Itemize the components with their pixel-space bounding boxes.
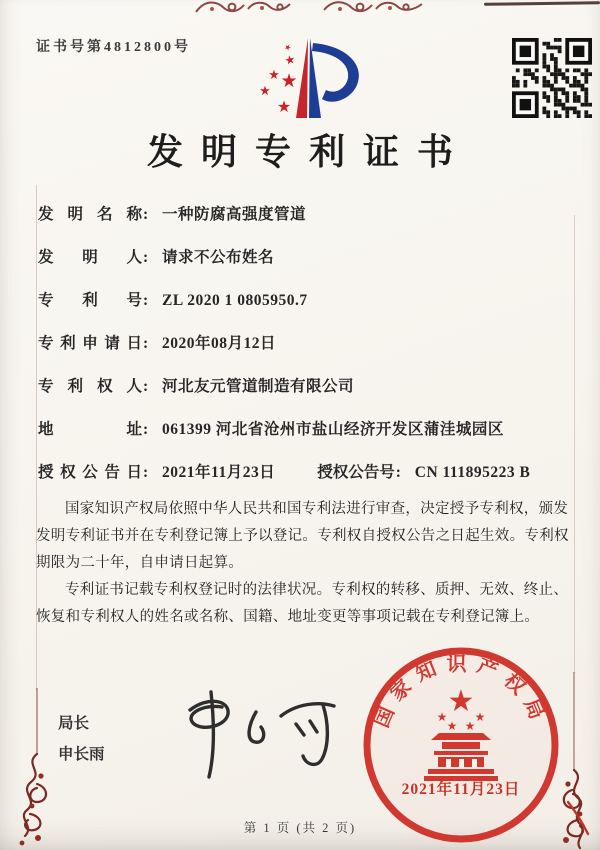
svg-text:★: ★ <box>280 70 298 92</box>
field-value: ZL 2020 1 0805950.7 <box>162 292 308 309</box>
legal-paragraph-2: 专利证书记载专利权登记时的法律状况。专利权的转移、质押、无效、终止、恢复和专利权人的姓名或名称、国籍、地址变更等事项记载在专利登记簿上。 <box>36 582 569 625</box>
svg-text:★: ★ <box>282 41 294 54</box>
field-row-patentee: 专利权人: 河北友元管道制造有限公司 <box>38 375 572 398</box>
field-label: 专利权人 <box>38 378 142 395</box>
left-border-line <box>36 185 37 690</box>
field-value: 一种防腐高强度管道 <box>162 206 307 223</box>
cnipa-logo-icon <box>238 34 370 124</box>
grant-number-pair: 授权公告号: CN 111895223 B <box>317 464 531 481</box>
field-label: 专利申请日 <box>38 335 142 352</box>
field-row-filing-date: 专利申请日: 2020年08月12日 <box>38 332 572 355</box>
svg-text:★: ★ <box>276 97 292 116</box>
grant-date-pair: 授权公告日: 2021年11月23日 <box>38 461 275 484</box>
certificate-fields <box>38 203 572 504</box>
field-row-invention-name: 发明名称: 一种防腐高强度管道 <box>38 203 572 226</box>
signatory-name: 申长雨 <box>58 746 105 763</box>
field-value: CN 111895223 B <box>414 464 531 481</box>
certificate-title: 发明专利证书 <box>146 132 471 172</box>
svg-text:★: ★ <box>446 719 458 733</box>
certificate-number: 证书号第4812800号 <box>36 40 191 55</box>
field-label: 专利号 <box>38 292 142 309</box>
field-value: 061399 河北省沧州市盐山经济开发区蒲洼城园区 <box>162 421 504 438</box>
field-row-patent-number: 专利号: ZL 2020 1 0805950.7 <box>38 289 572 312</box>
field-label: 授权公告号 <box>317 464 395 481</box>
svg-text:★: ★ <box>447 684 475 719</box>
right-border-line <box>574 215 575 673</box>
field-row-address: 地址: 061399 河北省沧州市盐山经济开发区蒲洼城园区 <box>38 418 572 441</box>
field-value: 请求不公布姓名 <box>162 249 275 266</box>
field-label: 发明人 <box>38 249 142 266</box>
bottom-left-ornament <box>8 688 72 850</box>
field-value: 2021年11月23日 <box>162 464 276 481</box>
svg-text:★: ★ <box>259 84 271 99</box>
bottom-right-ornament <box>528 672 592 850</box>
svg-text:★: ★ <box>436 710 448 724</box>
seal-date-text: 2021年11月23日 <box>401 781 521 798</box>
field-value: 河北友元管道制造有限公司 <box>162 378 355 395</box>
signatory-title: 局长 <box>58 715 90 732</box>
svg-text:★: ★ <box>474 710 486 724</box>
field-value: 2020年08月12日 <box>162 335 277 352</box>
seal-agency-text: 国家知识产权局 <box>370 653 552 731</box>
field-label: 发明名称 <box>38 206 142 223</box>
field-label: 授权公告日 <box>38 464 142 481</box>
legal-text <box>36 496 572 631</box>
handwritten-signature-icon <box>176 680 346 790</box>
qr-code-icon <box>512 38 592 118</box>
svg-text:★: ★ <box>464 719 476 733</box>
svg-text:★: ★ <box>283 52 297 68</box>
page-number: 第 1 页 (共 2 页) <box>243 821 357 835</box>
legal-paragraph-1: 国家知识产权局依照中华人民共和国专利法进行审查，决定授予专利权，颁发发明专利证书并在专利登记簿上予以登记。专利权自授权公告之日起生效。专利权期限为二十年，自申请日起算。 <box>36 501 569 571</box>
svg-text:★: ★ <box>268 68 280 83</box>
top-border-ornament <box>192 0 428 15</box>
field-label: 地址 <box>38 421 142 438</box>
photo-edge-line <box>484 1 600 6</box>
field-row-inventor: 发明人: 请求不公布姓名 <box>38 246 572 269</box>
field-row-grant <box>38 461 572 484</box>
